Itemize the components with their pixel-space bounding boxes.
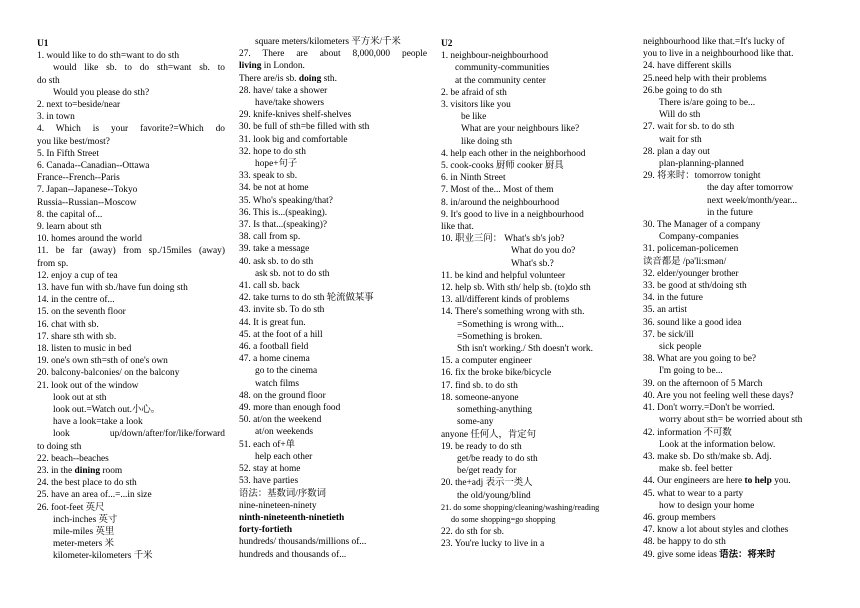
column-3: [441, 38, 629, 551]
note-line: hundreds/ thousands/millions of...: [239, 537, 367, 548]
note-line: 9. learn about sth: [37, 222, 102, 233]
note-line: 6. in Ninth Street: [441, 173, 506, 184]
note-line: some-any: [457, 417, 494, 428]
note-line: wait for sth: [659, 134, 702, 145]
note-line: 15. on the seventh floor: [37, 307, 126, 318]
note-line: anyone 任何人，肯定句: [441, 429, 537, 440]
note-line: inch-inches 英寸: [53, 514, 118, 525]
note-line: sick people: [659, 342, 702, 353]
note-line: 22. do sth for sb.: [441, 527, 505, 538]
note-line: you like best/most?: [37, 136, 110, 147]
note-line: 10. 职业三问： What's sb's job?: [441, 234, 565, 245]
note-line: 15. a computer engineer: [441, 356, 532, 367]
note-line: 48. on the ground floor: [239, 390, 326, 401]
note-line: 28. have/ take a shower: [239, 85, 328, 96]
note-line: 41. call sb. back: [239, 281, 300, 292]
note-line: 6. Canada--Canadian--Ottawa: [37, 161, 150, 171]
note-line: 31. look big and comfortable: [239, 134, 348, 145]
note-line: community-communities: [455, 63, 550, 74]
note-line: 45. at the foot of a hill: [239, 329, 323, 340]
note-line: worry about sth= be worried about sth: [659, 415, 803, 426]
note-line: hope+句子: [255, 159, 298, 170]
note-line: in the future: [707, 207, 753, 218]
note-line: 25.need help with their problems: [643, 73, 767, 84]
note-line: 53. have parties: [239, 476, 299, 487]
unit-heading: U2: [441, 39, 453, 49]
note-line: next week/month/year...: [707, 195, 798, 206]
note-line: 23. You're lucky to live in a: [441, 539, 545, 550]
note-line: go to the cinema: [255, 366, 318, 377]
note-line: 4. help each other in the neighborhood: [441, 148, 586, 159]
note-line: to doing sth: [37, 441, 82, 452]
note-line: 43. invite sb. To do sth: [239, 305, 325, 316]
note-line: kilometer-kilometers 千米: [53, 551, 153, 562]
note-line: 10. homes around the world: [37, 234, 142, 245]
note-line: how to design your home: [659, 500, 755, 511]
note-line: 3. visitors like you: [441, 100, 511, 111]
note-line: meter-meters 米: [53, 539, 114, 550]
note-line: 37. Is that...(speaking)?: [239, 220, 327, 231]
note-line: 11. be kind and helpful volunteer: [441, 270, 566, 281]
note-line: forty-fortieth: [239, 525, 293, 536]
note-line: square meters/kilometers 平方米/千米: [255, 37, 401, 47]
note-line: 41. Don't worry.=Don't be worried.: [643, 403, 775, 414]
note-line: have a look=take a look: [53, 417, 143, 428]
note-line: look out at sth: [53, 392, 107, 403]
note-line: Will do sth: [659, 110, 701, 121]
note-line: 39. take a message: [239, 244, 310, 255]
note-line: Company-companies: [659, 232, 739, 243]
note-line: 38. call from sp.: [239, 232, 301, 243]
note-line: 29. knife-knives shelf-shelves: [239, 110, 352, 121]
note-line: 44. It is great fun.: [239, 317, 306, 328]
note-line: 43. make sb. Do sth/make sb. Adj.: [643, 451, 772, 462]
note-line: 35. Who's speaking/that?: [239, 195, 333, 206]
note-line: 语法：基数词/序数词: [239, 488, 326, 499]
note-line: plan-planning-planned: [659, 159, 744, 170]
note-line: 30. be full of sth=be filled with sth: [239, 122, 370, 133]
note-line: 4. Which is your favorite?=Which do: [37, 124, 225, 135]
note-line: Would you please do sth?: [53, 87, 150, 98]
note-line: What do you do?: [511, 246, 576, 257]
note-line: 19. be ready to do sth: [441, 441, 522, 452]
note-line: There is/are going to be...: [659, 98, 756, 109]
note-line: do sth: [37, 75, 60, 86]
note-line: 40. Are you not feeling well these days?: [643, 390, 794, 401]
note-line: 33. speak to sb.: [239, 171, 298, 182]
note-line: 7. Japan--Japanese--Tokyo: [37, 185, 138, 196]
note-line: 24. the best place to do sth: [37, 478, 137, 489]
unit-heading: U1: [37, 39, 49, 49]
note-line: Russia--Russian--Moscow: [37, 197, 137, 208]
note-line: 36. This is...(speaking).: [239, 207, 328, 218]
note-line: 47. know a lot about styles and clothes: [643, 525, 789, 536]
note-line: 26. foot-feet 英尺: [37, 502, 105, 513]
note-line: 17. share sth with sb.: [37, 331, 117, 342]
note-line: 32. hope to do sth: [239, 146, 306, 157]
note-line: 40. ask sb. to do sth: [239, 256, 314, 267]
note-line: 22. beach--beaches: [37, 453, 109, 464]
note-line: neighbourhood like that.=It's lucky of: [643, 37, 785, 47]
note-line: 42. take turns to do sth 轮流做某事: [239, 293, 374, 304]
note-line: 21. do some shopping/cleaning/washing/reading: [441, 502, 600, 512]
note-line: What's sb.?: [511, 258, 554, 269]
note-line: 1. would like to do sth=want to do sth: [37, 51, 180, 62]
note-line: 3. in town: [37, 112, 75, 123]
note-line: 38. What are you going to be?: [643, 354, 757, 365]
note-line: 32. elder/younger brother: [643, 268, 739, 279]
note-line: 27. wait for sb. to do sth: [643, 122, 735, 133]
note-line: 37. be sick/ill: [643, 329, 694, 340]
note-line: 12. help sb. With sth/ help sb. (to)do sth: [441, 283, 591, 294]
note-line: 16. chat with sb.: [37, 319, 99, 330]
note-line: living in London.: [239, 61, 305, 72]
note-line: 13. all/different kinds of problems: [441, 295, 570, 306]
note-line: 42. information 不可数: [643, 427, 732, 438]
note-line: 49. give some ideas 语法：将来时: [643, 549, 776, 560]
note-line: 11. be far (away) from sp./15miles (away): [37, 246, 225, 257]
note-line: =Something is wrong with...: [457, 319, 564, 330]
note-line: 1. neighbour-neighbourhood: [441, 51, 549, 62]
note-line: 34. be not at home: [239, 183, 309, 194]
note-line: the day after tomorrow: [707, 183, 794, 194]
note-line: 7. Most of the... Most of them: [441, 185, 554, 196]
note-line: something-anything: [457, 405, 532, 416]
note-line: 14. There's something wrong with sth.: [441, 307, 585, 318]
note-line: 44. Our engineers are here to help you.: [643, 476, 791, 487]
note-line: 2. next to=beside/near: [37, 100, 121, 110]
note-line: 20. balcony-balconies/ on the balcony: [37, 368, 180, 379]
note-line: 12. enjoy a cup of tea: [37, 270, 118, 281]
note-line: Look at the information below.: [659, 439, 776, 450]
note-line: 31. policeman-policemen: [643, 244, 739, 255]
note-line: 49. more than enough food: [239, 403, 341, 414]
note-line: 17. find sb. to do sth: [441, 380, 518, 391]
note-line: 16. fix the broke bike/bicycle: [441, 368, 552, 379]
note-line: 25. have an area of...=...in size: [37, 490, 152, 501]
note-line: There are/is sb. doing sth.: [239, 73, 337, 84]
note-line: nine-nineteen-ninety: [239, 500, 317, 511]
note-line: would like sb. to do sth=want sb. to: [53, 63, 225, 74]
note-line: get/be ready to do sth: [457, 453, 538, 464]
note-line: at the community center: [455, 75, 546, 86]
note-line: 46. group members: [643, 512, 716, 523]
column-1: [37, 38, 225, 563]
column-4: [643, 36, 833, 561]
note-line: 34. in the future: [643, 293, 703, 304]
note-line: 47. a home cinema: [239, 354, 310, 365]
note-line: 36. sound like a good idea: [643, 317, 742, 328]
note-line: 读音都是 /pə'li:smən/: [643, 256, 727, 267]
note-line: 23. in the dining room: [37, 466, 123, 477]
note-line: be like: [461, 112, 487, 123]
note-line: you to live in a neighbourhood like that.: [643, 49, 794, 60]
note-line: 33. be good at sth/doing sth: [643, 281, 747, 292]
note-line: 51. each of+单: [239, 439, 296, 450]
note-line: 28. plan a day out: [643, 146, 710, 157]
note-line: 50. at/on the weekend: [239, 415, 322, 426]
note-line: What are your neighbours like?: [461, 124, 580, 135]
note-line: 35. an artist: [643, 305, 688, 316]
note-line: 52. stay at home: [239, 464, 301, 475]
note-line: 39. on the afternoon of 5 March: [643, 378, 763, 389]
note-line: 21. look out of the window: [37, 380, 139, 391]
note-line: look up/down/after/for/like/forward: [53, 429, 225, 440]
note-line: ninth-nineteenth-ninetieth: [239, 512, 345, 523]
note-line: hundreds and thousands of...: [239, 549, 347, 560]
note-line: 5. cook-cooks 厨师 cooker 厨具: [441, 161, 564, 172]
note-line: 30. The Manager of a company: [643, 220, 761, 231]
note-line: =Something is broken.: [457, 331, 543, 342]
note-line: 20. the+adj 表示一类人: [441, 478, 533, 489]
note-line: 14. in the centre of...: [37, 295, 115, 306]
note-line: look out.=Watch out.小心。: [53, 405, 161, 416]
note-line: 46. a football field: [239, 342, 309, 353]
note-line: ask sb. not to do sth: [255, 268, 330, 279]
note-line: be/get ready for: [457, 466, 517, 477]
note-line: 2. be afraid of sth: [441, 87, 507, 98]
note-line: like that.: [441, 222, 474, 233]
note-line: France--French--Paris: [37, 173, 120, 184]
note-line: Sth isn't working./ Sth doesn't work.: [457, 344, 593, 355]
note-line: have/take showers: [255, 98, 324, 108]
note-line: from sp.: [37, 258, 69, 269]
note-line: 24. have different skills: [643, 61, 732, 72]
note-line: do some shopping=go shopping: [451, 514, 556, 524]
note-line: 48. be happy to do sth: [643, 537, 726, 548]
note-line: 26.be going to do sth: [643, 85, 722, 96]
note-line: 45. what to wear to a party: [643, 488, 744, 499]
note-line: 27. There are about 8,000,000 people: [239, 49, 427, 60]
note-line: 29. 将来时：tomorrow tonight: [643, 171, 761, 182]
note-line: watch films: [255, 378, 300, 389]
note-line: help each other: [255, 451, 313, 462]
note-line: 8. in/around the neighbourhood: [441, 197, 560, 208]
note-line: 19. one's own sth=sth of one's own: [37, 356, 168, 367]
note-line: 13. have fun with sb./have fun doing sth: [37, 283, 188, 294]
note-line: the old/young/blind: [457, 490, 531, 501]
note-line: 18. someone-anyone: [441, 392, 519, 403]
note-line: I'm going to be...: [659, 366, 723, 377]
note-line: mile-miles 英里: [53, 527, 115, 538]
note-line: 8. the capital of...: [37, 209, 103, 220]
column-2: [239, 36, 427, 561]
note-line: 5. In Fifth Street: [37, 148, 99, 159]
note-line: 18. listen to music in bed: [37, 344, 132, 355]
note-line: 9. It's good to live in a neighbourhood: [441, 209, 584, 220]
note-line: at/on weekends: [255, 427, 314, 438]
note-line: make sb. feel better: [659, 464, 733, 475]
note-line: like doing sth: [461, 136, 513, 147]
